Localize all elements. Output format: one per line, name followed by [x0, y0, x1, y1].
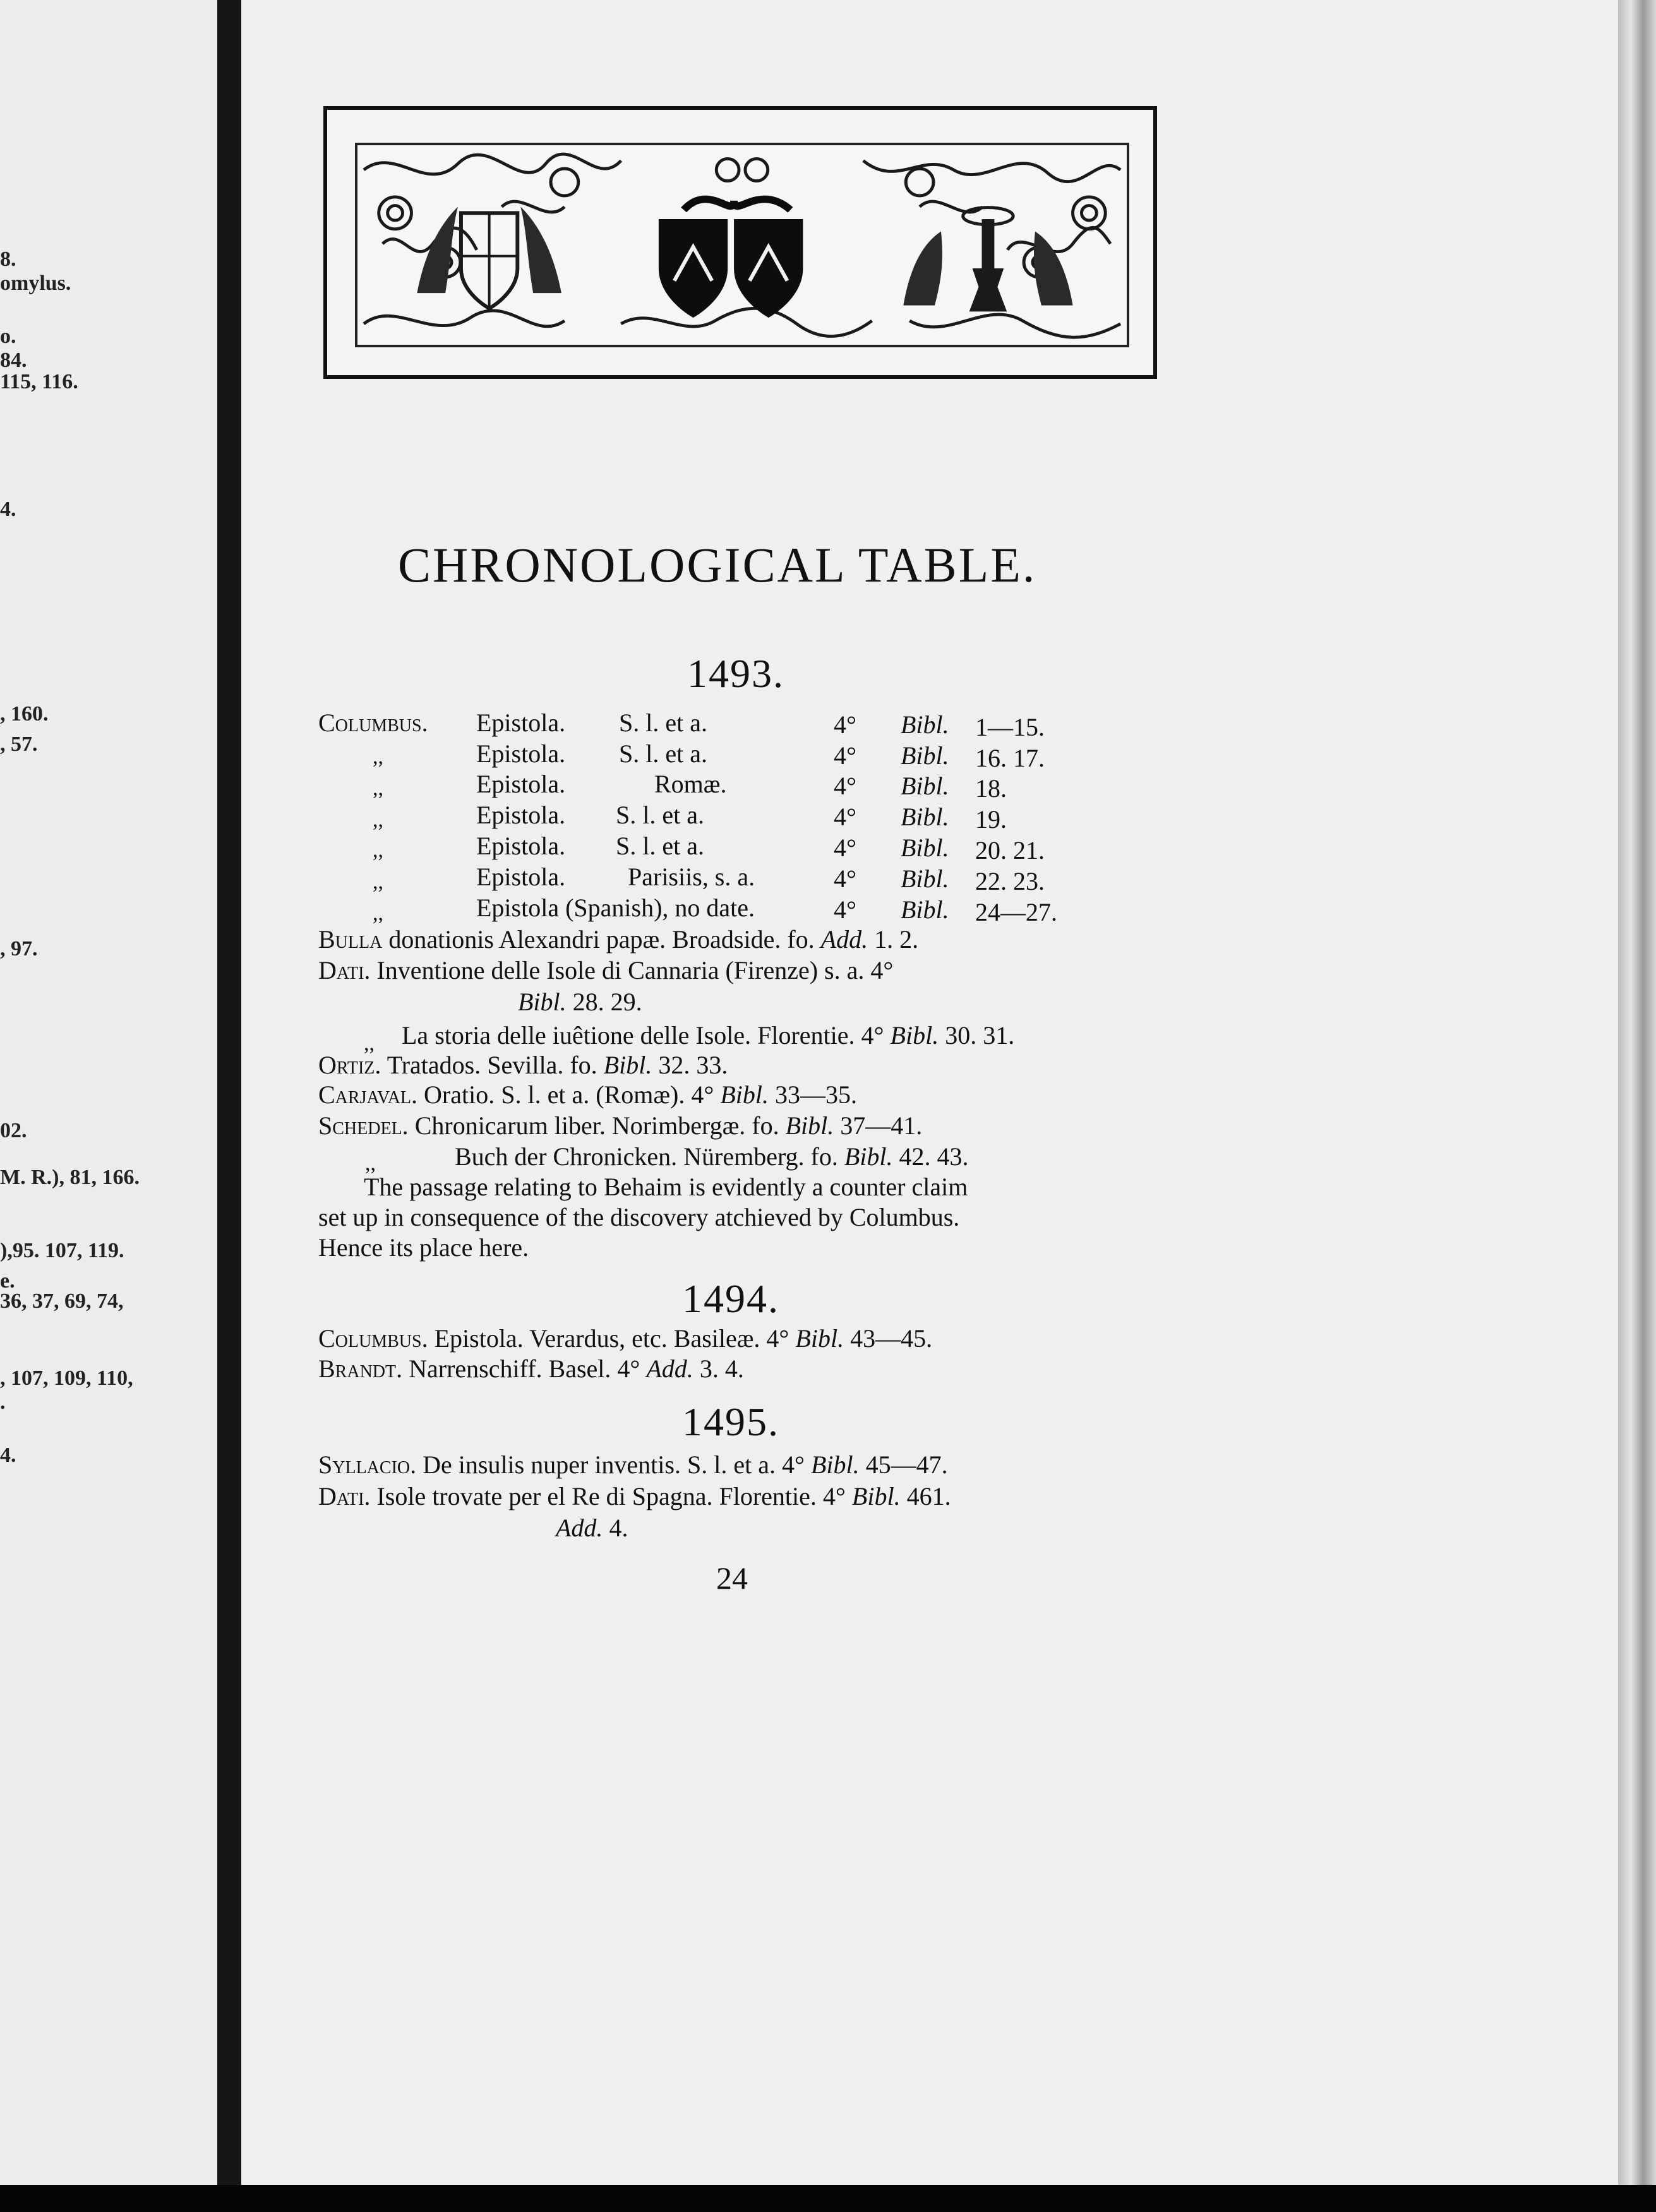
entry-bulla	[318, 927, 918, 952]
entry-title: Epistola (Spanish), no date.	[476, 894, 755, 922]
entry-title: Epistola.	[476, 770, 566, 798]
entry-format: 4°	[834, 803, 856, 831]
entry-format: 4°	[834, 741, 856, 770]
entry-ref: Bibl.	[890, 1021, 939, 1049]
entry-author: Columbus.	[318, 1324, 428, 1353]
entry-ref: Bibl.	[603, 1051, 652, 1079]
entry-title: Epistola.	[476, 801, 566, 829]
entry-author: Brandt.	[318, 1354, 403, 1383]
entry-numbers: 22. 23.	[975, 867, 1045, 895]
entry-numbers: 16. 17.	[975, 744, 1045, 772]
entry-numbers: 461.	[906, 1482, 951, 1510]
ornament-illustration	[357, 145, 1127, 345]
entry-title: Epistola.	[476, 739, 566, 768]
left-text-fragment: 4.	[0, 1444, 16, 1467]
entry-dati	[318, 958, 893, 983]
ornament-engraving	[355, 143, 1129, 347]
entry-numbers: 20. 21.	[975, 836, 1045, 864]
left-text-fragment: 36, 37, 69, 74,	[0, 1289, 124, 1313]
entry-numbers: 33—35.	[774, 1080, 857, 1109]
left-text-fragment: , 107, 109, 110,	[0, 1366, 133, 1390]
entry-title: Epistola.	[476, 708, 566, 737]
entry-ref: Add.	[646, 1354, 693, 1383]
entry-format: 4°	[834, 710, 856, 739]
entry-place: Parisiis, s. a.	[628, 863, 755, 891]
entry-ref: Bibl.	[901, 710, 949, 739]
entry-format: 4°	[834, 772, 856, 800]
entry-schedel-buch	[455, 1144, 969, 1169]
year-heading-1494: 1494.	[682, 1276, 779, 1321]
entry-place: S. l. et a.	[619, 708, 707, 737]
note-line: set up in consequence of the discovery atchieved by Columbus.	[318, 1203, 960, 1231]
ditto-mark: ,,	[373, 870, 383, 894]
left-text-fragment: 115, 116.	[0, 370, 78, 393]
ditto-mark: ,,	[373, 902, 383, 925]
entry-columbus-1494	[318, 1326, 932, 1351]
entry-ref: Bibl.	[901, 864, 949, 893]
page-title: CHRONOLOGICAL TABLE.	[398, 537, 1037, 592]
entry-text: donationis Alexandri papæ. Broadside. fo.	[388, 925, 815, 954]
entry-author: Ortiz.	[318, 1051, 381, 1079]
entry-numbers: 43—45.	[850, 1324, 933, 1353]
left-text-fragment: , 97.	[0, 937, 38, 960]
entry-ref: Bibl.	[795, 1324, 844, 1353]
ditto-mark: ,,	[373, 777, 383, 800]
year-heading-1493: 1493.	[687, 651, 784, 696]
entry-format: 4°	[834, 834, 856, 862]
entry-dati-storia	[402, 1023, 1014, 1048]
entry-ortiz	[318, 1053, 728, 1078]
entry-place: S. l. et a.	[619, 739, 707, 768]
entry-schedel	[318, 1113, 922, 1139]
entry-dati-continuation	[518, 989, 642, 1015]
entry-ref: Bibl.	[901, 895, 949, 924]
entry-text: Narrenschiff. Basel. 4°	[409, 1354, 640, 1383]
entry-title: Epistola.	[476, 863, 566, 891]
entry-dati-1495	[318, 1484, 951, 1509]
note-line: The passage relating to Behaim is evidently a counter claim	[364, 1173, 968, 1201]
ditto-mark: ,,	[364, 1032, 375, 1055]
ditto-mark: ,,	[365, 1152, 376, 1175]
entry-numbers: 30. 31.	[945, 1021, 1015, 1049]
entry-text: Chronicarum liber. Norimbergæ. fo.	[414, 1111, 779, 1140]
left-text-fragment: M. R.), 81, 166.	[0, 1166, 140, 1189]
left-text-fragment: e.	[0, 1269, 15, 1293]
entry-author: Dati.	[318, 1482, 371, 1510]
entry-author: Syllacio.	[318, 1450, 417, 1479]
entry-format: 4°	[834, 864, 856, 893]
entry-author: Bulla	[318, 925, 383, 954]
left-text-fragment: .	[0, 1390, 6, 1414]
ditto-mark: ,,	[373, 839, 383, 862]
entry-numbers: 4.	[609, 1514, 628, 1542]
left-text-fragment: o.	[0, 325, 16, 348]
entry-brandt	[318, 1356, 744, 1382]
entry-author: Columbus.	[318, 708, 428, 737]
entry-numbers: 45—47.	[865, 1450, 948, 1479]
entry-text: De insulis nuper inventis. S. l. et a. 4°	[423, 1450, 805, 1479]
entry-dati-1495-continuation	[556, 1516, 628, 1541]
entry-numbers: 37—41.	[840, 1111, 923, 1140]
page-number: 24	[716, 1560, 748, 1596]
entry-title: Epistola.	[476, 832, 566, 860]
ditto-mark: ,,	[373, 808, 383, 832]
year-heading-1495: 1495.	[682, 1399, 779, 1444]
left-text-fragment: 4.	[0, 498, 16, 521]
entry-ref: Bibl.	[720, 1080, 769, 1109]
facing-page-fragment	[0, 0, 217, 2191]
entry-numbers: 24—27.	[975, 898, 1057, 926]
entry-carjaval	[318, 1082, 857, 1108]
entry-ref: Bibl.	[518, 988, 567, 1016]
entry-ref: Bibl.	[901, 834, 949, 862]
left-text-fragment: 84.	[0, 349, 27, 372]
scan-border	[0, 2185, 1656, 2212]
entry-ref: Add.	[556, 1514, 603, 1542]
entry-numbers: 3. 4.	[699, 1354, 744, 1383]
entry-numbers: 28. 29.	[572, 988, 642, 1016]
entry-ref: Add.	[820, 925, 868, 954]
entry-text: Tratados. Sevilla. fo.	[387, 1051, 597, 1079]
entry-ref: Bibl.	[901, 803, 949, 831]
left-text-fragment: 02.	[0, 1119, 27, 1142]
entry-text: Buch der Chronicken. Nüremberg. fo.	[455, 1142, 838, 1171]
left-text-fragment: omylus.	[0, 272, 71, 295]
ornamental-headpiece	[323, 106, 1157, 379]
entry-text: Isole trovate per el Re di Spagna. Florentie. 4°	[376, 1482, 846, 1510]
entry-numbers: 42. 43.	[899, 1142, 969, 1171]
entry-place: S. l. et a.	[616, 801, 704, 829]
entry-syllacio	[318, 1452, 948, 1478]
entry-text: Epistola. Verardus, etc. Basileæ. 4°	[434, 1324, 789, 1353]
book-spine-gutter	[217, 0, 241, 2191]
left-text-fragment: ),95. 107, 119.	[0, 1239, 124, 1262]
entry-ref: Bibl.	[844, 1142, 893, 1171]
entry-place: Romæ.	[654, 770, 727, 798]
entry-numbers: 1. 2.	[874, 925, 919, 954]
entry-numbers: 32. 33.	[658, 1051, 728, 1079]
entry-author: Carjaval.	[318, 1080, 418, 1109]
note-line: Hence its place here.	[318, 1233, 529, 1262]
left-text-fragment: , 160.	[0, 702, 49, 726]
left-text-fragment: 8.	[0, 248, 16, 271]
entry-ref: Bibl.	[901, 772, 949, 800]
entry-ref: Bibl.	[901, 741, 949, 770]
left-text-fragment: , 57.	[0, 732, 38, 756]
entry-numbers: 19.	[975, 805, 1007, 834]
page-edges	[1618, 0, 1656, 2185]
entry-text: La storia delle iuêtione delle Isole. Florentie. 4°	[402, 1021, 884, 1049]
entry-numbers: 18.	[975, 774, 1007, 803]
entry-ref: Bibl.	[851, 1482, 901, 1510]
entry-text: Inventione delle Isole di Cannaria (Firenze) s. a. 4°	[376, 956, 894, 984]
entry-numbers: 1—15.	[975, 713, 1045, 741]
entry-author: Dati.	[318, 956, 371, 984]
ditto-mark: ,,	[373, 745, 383, 768]
entry-ref: Bibl.	[785, 1111, 834, 1140]
entry-author: Schedel.	[318, 1111, 409, 1140]
entry-ref: Bibl.	[810, 1450, 860, 1479]
entry-place: S. l. et a.	[616, 832, 704, 860]
entry-text: Oratio. S. l. et a. (Romæ). 4°	[424, 1080, 714, 1109]
entry-format: 4°	[834, 895, 856, 924]
